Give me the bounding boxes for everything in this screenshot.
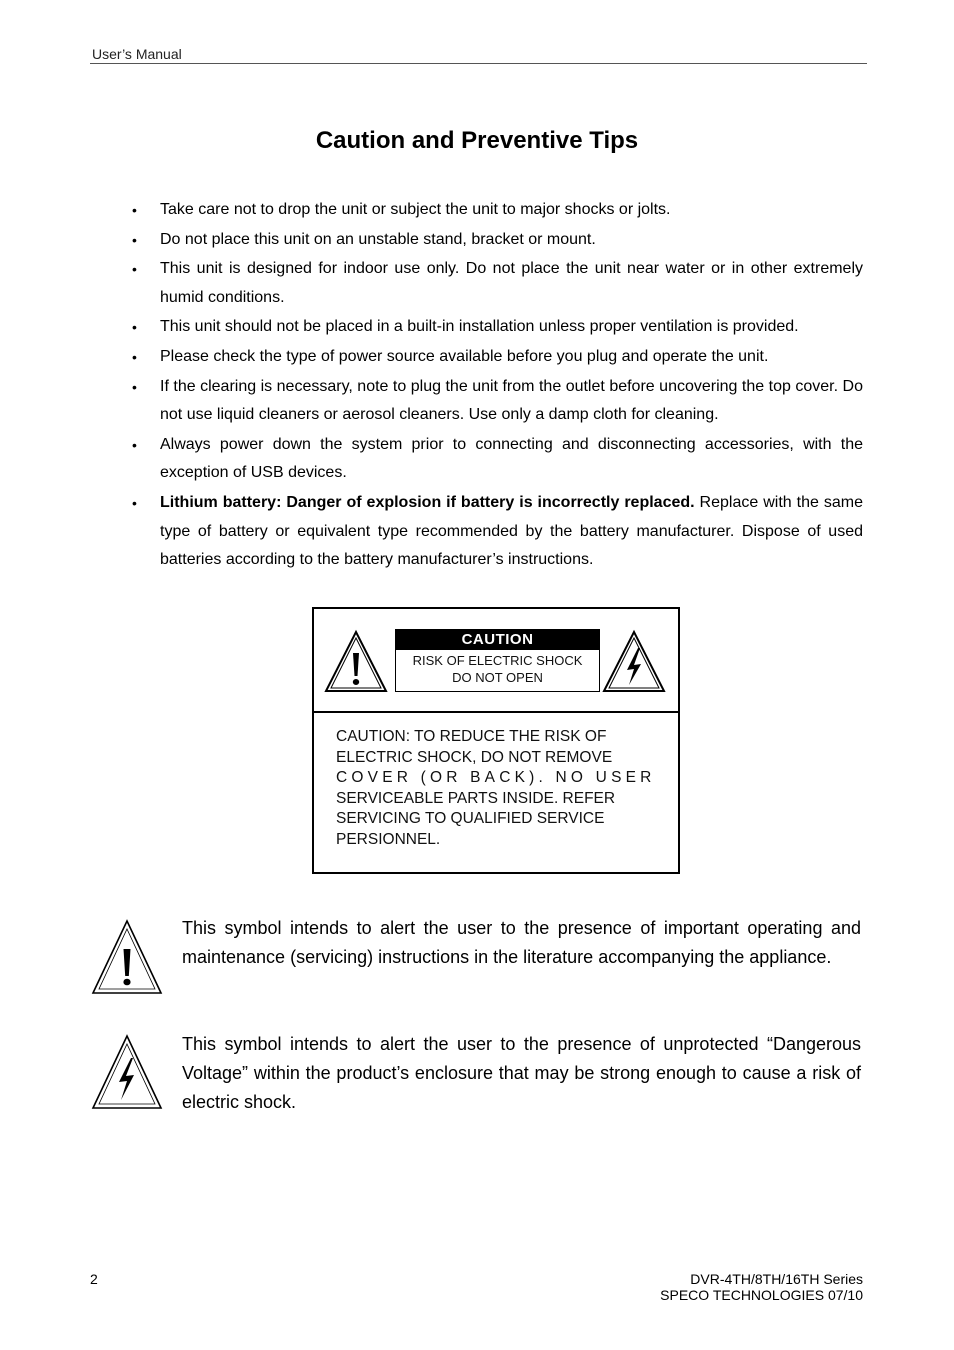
list-item: • Take care not to drop the unit or subject the unit to major shocks or jolts. — [160, 196, 863, 225]
lightning-triangle-icon — [91, 1034, 163, 1110]
tips-list — [160, 196, 863, 576]
caution-box — [395, 629, 600, 692]
list-item: • Please check the type of power source available before you plug and operate the unit. — [160, 343, 863, 372]
lightning-triangle-icon — [602, 629, 666, 693]
page-number: 2 — [90, 1271, 98, 1287]
list-item: • This unit should not be placed in a built-in installation unless proper ventilation is provided. — [160, 313, 863, 342]
list-item: • Lithium battery: Danger of explosion if battery is incorrectly replaced. Replace with the same type of battery or equivalent type recommended by the battery manufacturer. Dispose of used batteries according to the battery manufacturer’s instructions. — [160, 489, 863, 575]
caution-subtext: RISK OF ELECTRIC SHOCK DO NOT OPEN — [412, 653, 583, 685]
exclamation-triangle-icon — [91, 919, 163, 995]
caution-label-top — [314, 609, 678, 713]
exclamation-symbol-description: This symbol intends to alert the user to the presence of important operating and maintenance (servicing) instructions in the literature accompanying the appliance. — [182, 918, 861, 967]
caution-heading: CAUTION — [396, 630, 599, 650]
list-item: • This unit is designed for indoor use only. Do not place the unit near water or in other extremely humid conditions. — [160, 255, 863, 312]
lightning-symbol-description: This symbol intends to alert the user to the presence of unprotected “Dangerous Voltage” within the product’s enclosure that may be strong enough to cause a risk of electric shock. — [182, 1034, 861, 1112]
caution-label-body: CAUTION: TO REDUCE THE RISK OF ELECTRIC SHOCK, DO NOT REMOVE COVER (OR BACK). NO USER SERVICEABLE PARTS INSIDE. REFER SERVICING TO QUALIFIED SERVICE PERSIONNEL. — [336, 728, 656, 848]
exclamation-triangle-icon — [324, 629, 388, 693]
footer-company: SPECO TECHNOLOGIES 07/10 — [660, 1287, 863, 1303]
footer-series: DVR-4TH/8TH/16TH Series — [690, 1271, 863, 1287]
caution-label — [312, 607, 680, 874]
list-item: • Always power down the system prior to connecting and disconnecting accessories, with the exception of USB devices. — [160, 431, 863, 488]
list-item: • If the clearing is necessary, note to plug the unit from the outlet before uncovering the top cover. Do not use liquid cleaners or aerosol cleaners. Use only a damp cloth for cleaning. — [160, 373, 863, 430]
page-header — [90, 46, 867, 64]
page-footer — [660, 1271, 863, 1303]
header-text: User’s Manual — [92, 46, 182, 62]
page-title: Caution and Preventive Tips — [315, 127, 639, 154]
list-item: • Do not place this unit on an unstable stand, bracket or mount. — [160, 226, 863, 255]
battery-warning-bold: Lithium battery: Danger of explosion if battery is incorrectly replaced. — [160, 493, 695, 511]
